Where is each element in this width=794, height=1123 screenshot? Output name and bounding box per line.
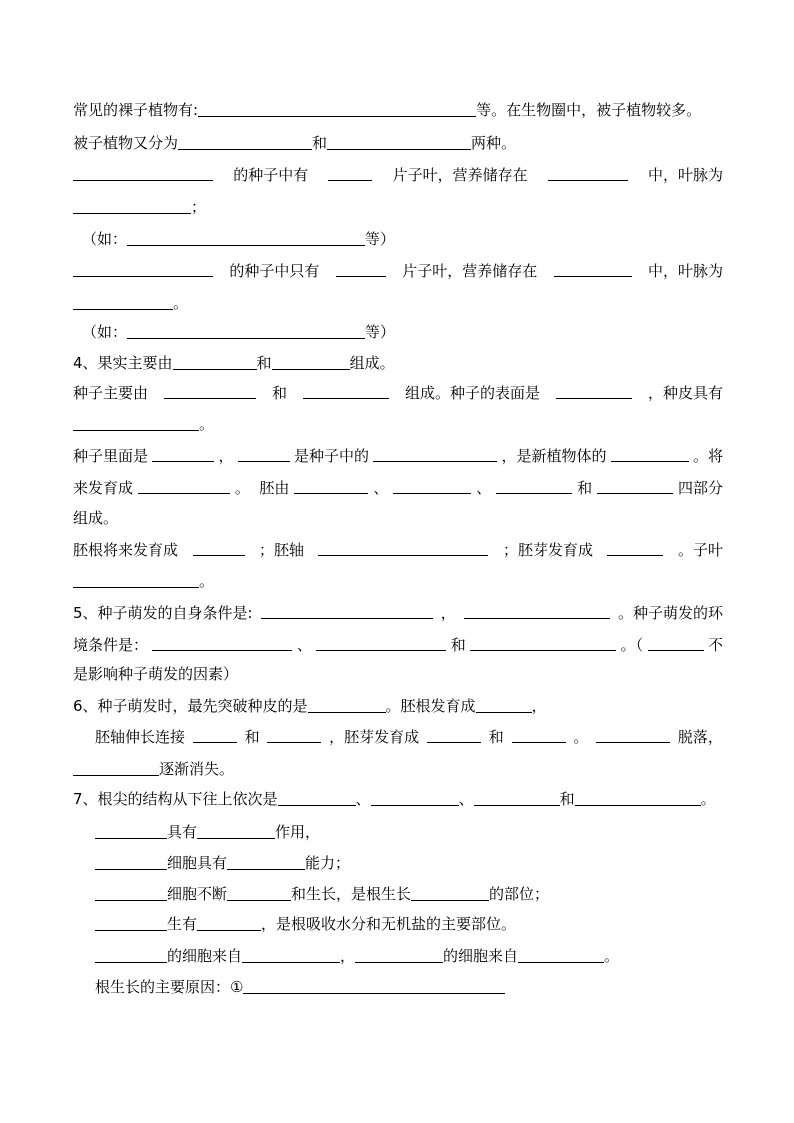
text: 。	[173, 294, 189, 312]
line-7	[73, 293, 723, 313]
text: 细胞不断	[167, 885, 228, 903]
text: ，	[218, 447, 234, 465]
text: 被子植物又分为	[73, 134, 179, 152]
text: 是影响种子萌发的因素）	[73, 665, 239, 683]
text: 根生长的主要原因：①	[95, 978, 244, 996]
blank[interactable]	[308, 697, 386, 713]
line-4	[73, 197, 723, 217]
text: 6、种子萌发时，最先突破种皮的是	[73, 697, 308, 715]
text: 等。在生物圈中，被子植物较多。	[476, 101, 702, 119]
text: 组成。种子的表面是	[404, 384, 540, 402]
blank[interactable]	[393, 478, 471, 494]
text: ；胚轴	[258, 541, 304, 559]
blank[interactable]	[152, 446, 214, 462]
text: 和	[256, 354, 272, 372]
text: 、	[458, 790, 474, 808]
text: 是种子中的	[293, 447, 369, 465]
text: ，胚芽发育成	[329, 728, 420, 746]
blank[interactable]	[267, 727, 321, 743]
text: 脱落，	[677, 728, 723, 746]
line-17	[73, 603, 723, 623]
line-21	[95, 727, 723, 747]
text: 的细胞来自	[167, 947, 243, 965]
text: 和生长，是根生长	[291, 885, 412, 903]
blank[interactable]	[575, 790, 701, 806]
text: ，是根吸收水分和无机盐的主要部位。	[261, 915, 517, 933]
blank[interactable]	[548, 165, 628, 181]
blank[interactable]	[73, 261, 213, 277]
text: 的部位；	[489, 885, 550, 903]
text: 和	[271, 384, 287, 402]
blank[interactable]	[95, 947, 167, 963]
blank[interactable]	[597, 478, 673, 494]
blank[interactable]	[197, 915, 261, 931]
blank[interactable]	[73, 760, 159, 776]
text: 7、根尖的结构从下往上依次是	[73, 790, 278, 808]
text: 胚轴伸长连接	[95, 728, 186, 746]
text: 、	[373, 479, 389, 497]
line-24	[95, 822, 745, 842]
blank[interactable]	[238, 446, 290, 462]
text: 中，叶脉为	[647, 262, 723, 280]
text: 种子主要由	[73, 384, 149, 402]
text: ，是新植物体的	[501, 447, 607, 465]
blank[interactable]	[95, 915, 167, 931]
text: 不	[707, 636, 723, 654]
text: 和	[244, 728, 260, 746]
blank[interactable]	[138, 478, 230, 494]
blank[interactable]	[73, 415, 199, 431]
blank[interactable]	[73, 165, 213, 181]
text: 常见的裸子植物有:	[73, 101, 199, 119]
text: 。	[199, 415, 215, 433]
blank[interactable]	[648, 635, 704, 651]
blank[interactable]	[318, 540, 488, 556]
text: 。子叶	[677, 541, 723, 559]
text: 细胞具有	[167, 854, 228, 872]
line-22	[73, 759, 723, 779]
text: 中，叶脉为	[647, 166, 723, 184]
blank[interactable]	[127, 230, 365, 246]
line-27	[95, 914, 745, 934]
text: 作用，	[275, 823, 321, 841]
text: （如：	[82, 323, 128, 341]
blank[interactable]	[272, 354, 350, 370]
line-5	[82, 229, 732, 249]
text: 和	[577, 479, 593, 497]
text: 。	[573, 728, 589, 746]
text: 能力；	[305, 854, 351, 872]
line-28	[95, 946, 745, 966]
text: 种子里面是	[73, 447, 149, 465]
text: ，	[531, 697, 547, 715]
text: 、	[476, 479, 492, 497]
text: 和	[450, 636, 466, 654]
text: 的种子中只有	[229, 262, 320, 280]
line-8	[82, 322, 732, 342]
blank[interactable]	[556, 383, 632, 399]
text: 等）	[365, 323, 396, 341]
text: 片子叶，营养储存在	[392, 166, 528, 184]
text: 5、种子萌发的自身条件是:	[73, 604, 253, 622]
text: 和	[312, 134, 328, 152]
text: ，种皮具有	[647, 384, 723, 402]
text: ；	[191, 198, 207, 216]
blank[interactable]	[198, 101, 476, 117]
blank[interactable]	[95, 885, 167, 901]
text: 。将	[692, 447, 723, 465]
line-29	[95, 977, 745, 997]
blank[interactable]	[474, 790, 560, 806]
text: 胚根将来发育成	[73, 541, 179, 559]
text: 逐渐消失。	[159, 760, 235, 778]
line-9	[73, 353, 723, 373]
blank[interactable]	[596, 727, 670, 743]
blank[interactable]	[95, 823, 167, 839]
blank[interactable]	[336, 261, 386, 277]
blank[interactable]	[518, 947, 604, 963]
text: 组成。	[73, 509, 119, 527]
blank[interactable]	[261, 603, 433, 619]
blank[interactable]	[464, 603, 610, 619]
blank[interactable]	[476, 697, 532, 713]
blank[interactable]	[278, 790, 356, 806]
blank[interactable]	[355, 947, 443, 963]
text: ，	[440, 604, 456, 622]
blank[interactable]	[303, 383, 389, 399]
line-13	[73, 478, 723, 498]
blank[interactable]	[197, 823, 275, 839]
blank[interactable]	[607, 540, 663, 556]
blank[interactable]	[152, 635, 292, 651]
blank[interactable]	[470, 635, 616, 651]
text: 境条件是：	[73, 636, 149, 654]
text: ；胚芽发育成	[502, 541, 593, 559]
blank[interactable]	[193, 727, 237, 743]
line-16	[73, 571, 723, 591]
text: 组成。	[349, 354, 395, 372]
line-23	[73, 789, 723, 809]
line-19	[73, 664, 723, 684]
blank[interactable]	[243, 978, 505, 994]
text: 两种。	[471, 134, 517, 152]
blank[interactable]	[328, 165, 372, 181]
text: 、	[296, 636, 312, 654]
blank[interactable]	[193, 540, 245, 556]
line-6	[73, 261, 723, 281]
line-1	[73, 100, 723, 120]
text: 。	[700, 790, 716, 808]
text: 四部分	[677, 479, 723, 497]
blank[interactable]	[164, 383, 256, 399]
text: 、	[355, 790, 371, 808]
line-20	[73, 696, 723, 716]
blank[interactable]	[496, 478, 572, 494]
blank[interactable]	[227, 854, 305, 870]
blank[interactable]	[173, 354, 257, 370]
line-10	[73, 383, 723, 403]
text: 生有	[167, 915, 198, 933]
text: 。（	[620, 636, 644, 654]
text: （如：	[82, 230, 128, 248]
blank[interactable]	[371, 790, 459, 806]
blank[interactable]	[554, 261, 632, 277]
line-14	[73, 508, 723, 528]
text: 4、果实主要由	[73, 354, 173, 372]
blank[interactable]	[411, 885, 489, 901]
text: 。种子萌发的环	[617, 604, 723, 622]
blank[interactable]	[427, 727, 481, 743]
text: 。胚根发育成	[385, 697, 476, 715]
blank[interactable]	[73, 294, 173, 310]
text: 的细胞来自	[443, 947, 519, 965]
blank[interactable]	[327, 134, 471, 150]
line-25	[95, 853, 745, 873]
blank[interactable]	[242, 947, 340, 963]
text: ，	[340, 947, 356, 965]
text: 和	[488, 728, 504, 746]
text: 。	[199, 572, 215, 590]
text: 。	[604, 947, 620, 965]
text: 。 胚由	[234, 479, 290, 497]
text: 的种子中有	[233, 166, 309, 184]
text: 来发育成	[73, 479, 134, 497]
blank[interactable]	[73, 198, 191, 214]
blank[interactable]	[611, 446, 689, 462]
text: 和	[559, 790, 575, 808]
text: 片子叶，营养储存在	[402, 262, 538, 280]
blank[interactable]	[512, 727, 566, 743]
blank[interactable]	[294, 478, 368, 494]
blank[interactable]	[127, 323, 365, 339]
line-3	[73, 165, 723, 185]
line-18	[73, 635, 723, 655]
text: 等）	[365, 230, 396, 248]
blank[interactable]	[373, 446, 497, 462]
line-26	[95, 884, 745, 904]
line-12	[73, 446, 723, 466]
line-15	[73, 540, 723, 560]
blank[interactable]	[227, 885, 291, 901]
blank[interactable]	[178, 134, 312, 150]
blank[interactable]	[316, 635, 446, 651]
line-11	[73, 414, 723, 434]
line-2	[73, 133, 723, 153]
blank[interactable]	[73, 572, 199, 588]
text: 具有	[167, 823, 198, 841]
blank[interactable]	[95, 854, 167, 870]
